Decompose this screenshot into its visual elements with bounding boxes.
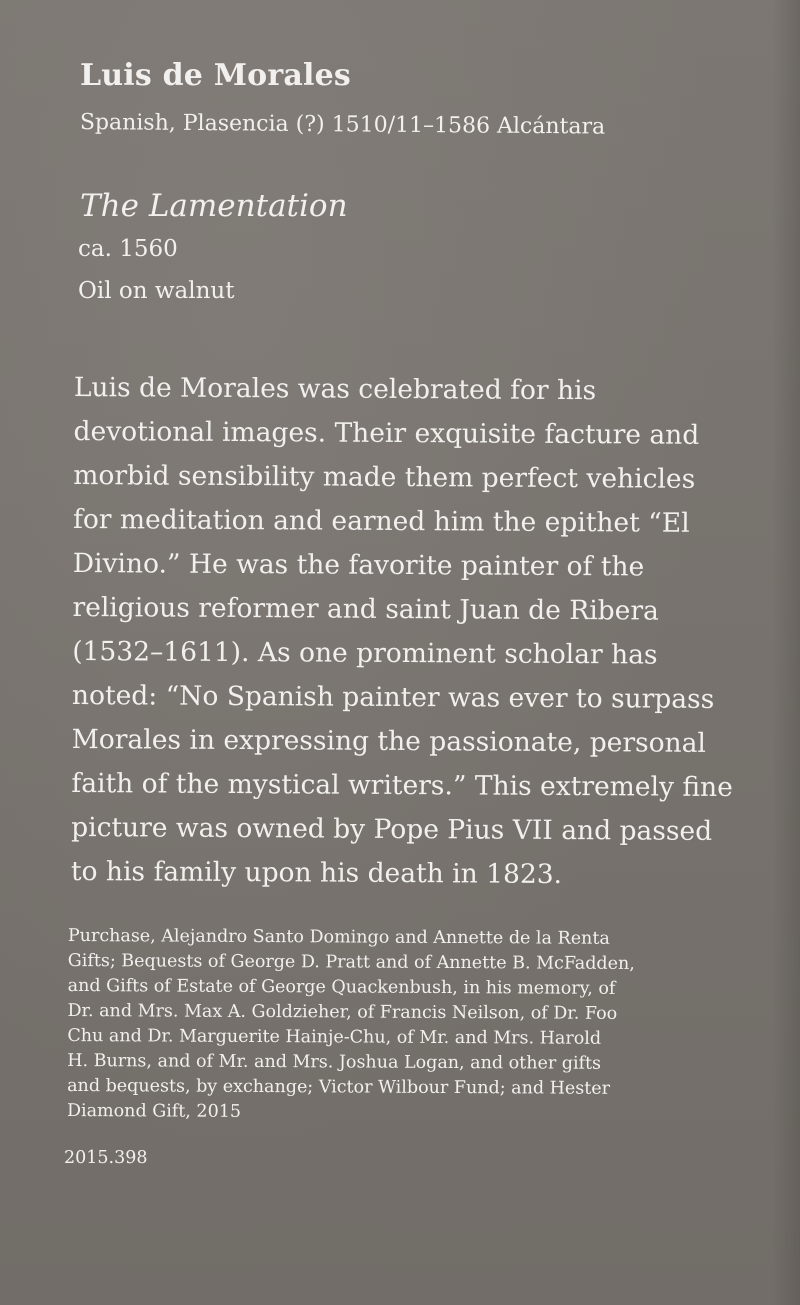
artwork-medium: Oil on walnut (78, 278, 235, 304)
credit-text-line: and Gifts of Estate of George Quackenbush, in his memory, of (67, 975, 616, 999)
description-line: morbid sensibility made them perfect vehicles (73, 459, 696, 495)
description-line: picture was owned by Pope Pius VII and passed (71, 811, 713, 847)
credit-text-line: Chu and Dr. Marguerite Hainje-Chu, of Mr. and Mrs. Harold (67, 1025, 602, 1049)
credit-text-line: H. Burns, and of Mr. and Mrs. Joshua Logan, and other gifts (67, 1050, 602, 1074)
credit-text-line: and bequests, by exchange; Victor Wilbour Fund; and Hester (67, 1075, 611, 1099)
description-line: Luis de Morales was celebrated for his (73, 371, 597, 407)
credit-line (67, 924, 758, 1128)
description-line: for meditation and earned him the epithet “El (72, 503, 690, 539)
description-line: devotional images. Their exquisite facture and (73, 415, 700, 451)
description-line: Morales in expressing the passionate, personal (71, 723, 707, 759)
artwork-title: The Lamentation (80, 188, 348, 224)
credit-text-line: Gifts; Bequests of George D. Pratt and of Annette B. McFadden, (67, 950, 635, 974)
description-paragraph (71, 366, 764, 898)
credit-text-line: Purchase, Alejandro Santo Domingo and Annette de la Renta (67, 926, 610, 949)
description-line: faith of the mystical writers.” This extremely fine (71, 767, 733, 804)
credit-text-line: Diamond Gift, 2015 (66, 1100, 242, 1122)
accession-number: 2015.398 (64, 1148, 148, 1168)
artist-bio: Spanish, Plasencia (?) 1510/11–1586 Alcántara (79, 110, 606, 140)
description-line: noted: “No Spanish painter was ever to surpass (71, 679, 715, 715)
artist-name: Luis de Morales (80, 58, 351, 93)
description-line: to his family upon his death in 1823. (70, 855, 563, 890)
description-line: Divino.” He was the favorite painter of the (72, 547, 645, 583)
artwork-date: ca. 1560 (78, 236, 178, 262)
panel-edge-shadow (772, 0, 800, 1305)
description-line: (1532–1611). As one prominent scholar has (72, 635, 658, 671)
credit-text-line: Dr. and Mrs. Max A. Goldzieher, of Francis Neilson, of Dr. Foo (67, 1000, 618, 1024)
description-line: religious reformer and saint Juan de Ribera (72, 591, 659, 627)
